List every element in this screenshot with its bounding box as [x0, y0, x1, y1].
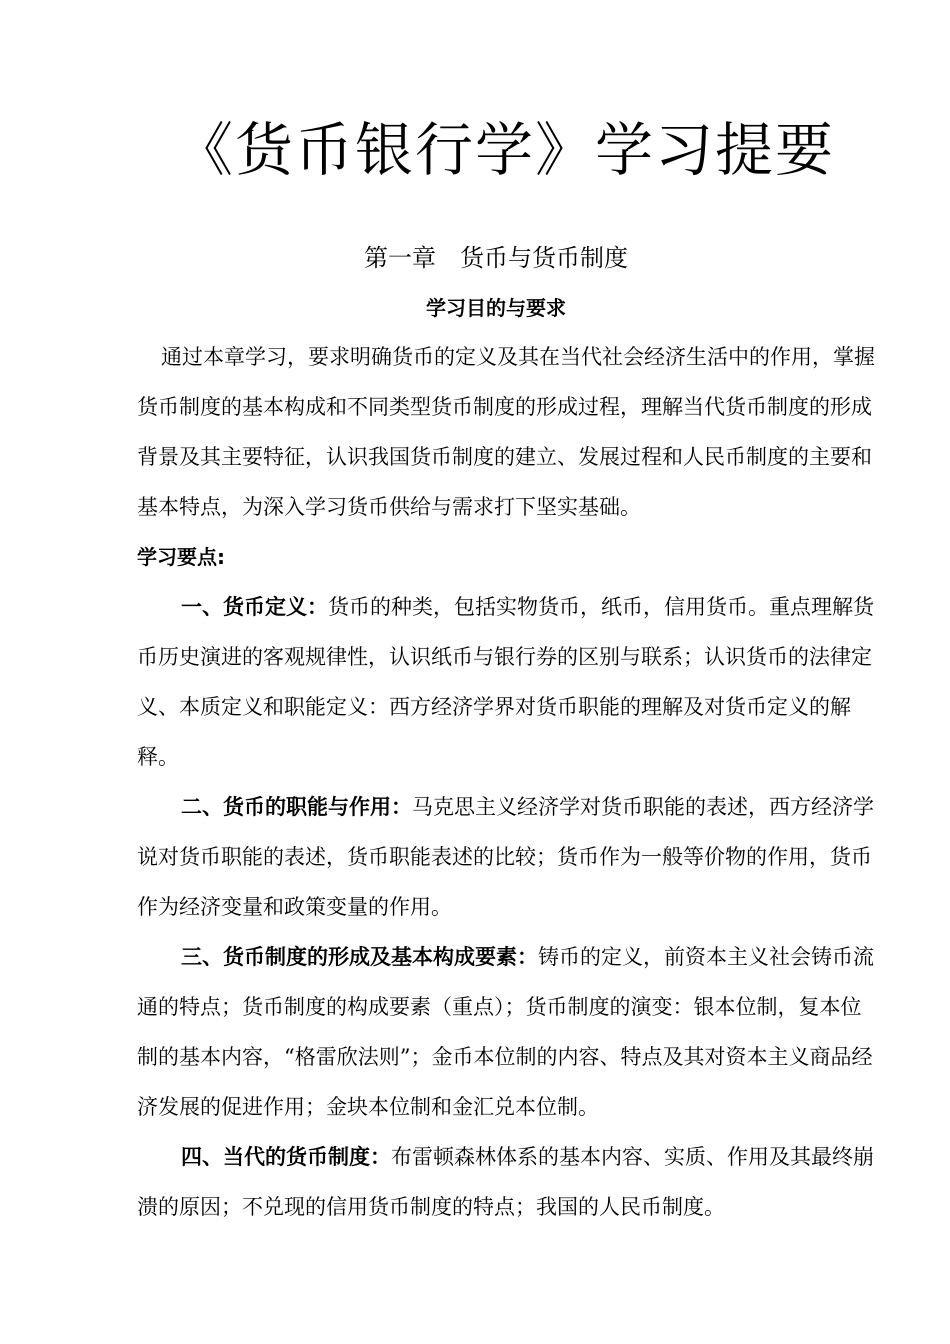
point-paragraph — [137, 932, 879, 1132]
point-text: 马克思主义经济学对货币职能的表述，西方经济学说对货币职能的表述，货币职能表述的比较；货币作为一般等价物的作用，货币作为经济变量和政策变量的作用。 — [137, 795, 874, 919]
point-text: 布雷顿森林体系的基本内容、实质、作用及其最终崩溃的原因；不兑现的信用货币制度的特点；我国的人民币制度。 — [137, 1145, 874, 1219]
point-heading: 三、货币制度的形成及基本构成要素： — [181, 945, 538, 969]
document-body — [137, 332, 879, 1232]
chapter-title: 第一章 货币与货币制度 — [364, 244, 628, 272]
point-paragraph — [137, 1132, 879, 1232]
intro-paragraph: 通过本章学习，要求明确货币的定义及其在当代社会经济生活中的作用，掌握货币制度的基本构成和不同类型货币制度的形成过程，理解当代货币制度的形成背景及其主要特征，认识我国货币制度的建立、发展过程和人民币制度的主要和基本特点，为深入学习货币供给与需求打下坚实基础。 — [137, 345, 875, 519]
section-title: 学习目的与要求 — [426, 296, 566, 320]
point-text: 货币的种类，包括实物货币，纸币，信用货币。重点理解货币历史演进的客观规律性，认识纸币与银行券的区别与联系；认识货币的法律定义、本质定义和职能定义：西方经济学界对货币职能的理解及对货币定义的解释。 — [137, 595, 874, 769]
document-title: 《货币银行学》学习提要 — [174, 116, 835, 184]
point-paragraph — [137, 782, 879, 932]
point-heading: 二、货币的职能与作用： — [181, 795, 412, 819]
point-paragraph — [137, 582, 879, 782]
point-heading: 一、货币定义： — [181, 595, 328, 619]
point-text: 铸币的定义，前资本主义社会铸币流通的特点；货币制度的构成要素（重点）；货币制度的演变：银本位制，复本位制的基本内容，“格雷欣法则”；金币本位制的内容、特点及其对资本主义商品经济发展的促进作用；金块本位制和金汇兑本位制。 — [137, 945, 874, 1119]
point-heading: 四、当代的货币制度： — [181, 1145, 391, 1169]
points-label: 学习要点: — [137, 545, 225, 569]
